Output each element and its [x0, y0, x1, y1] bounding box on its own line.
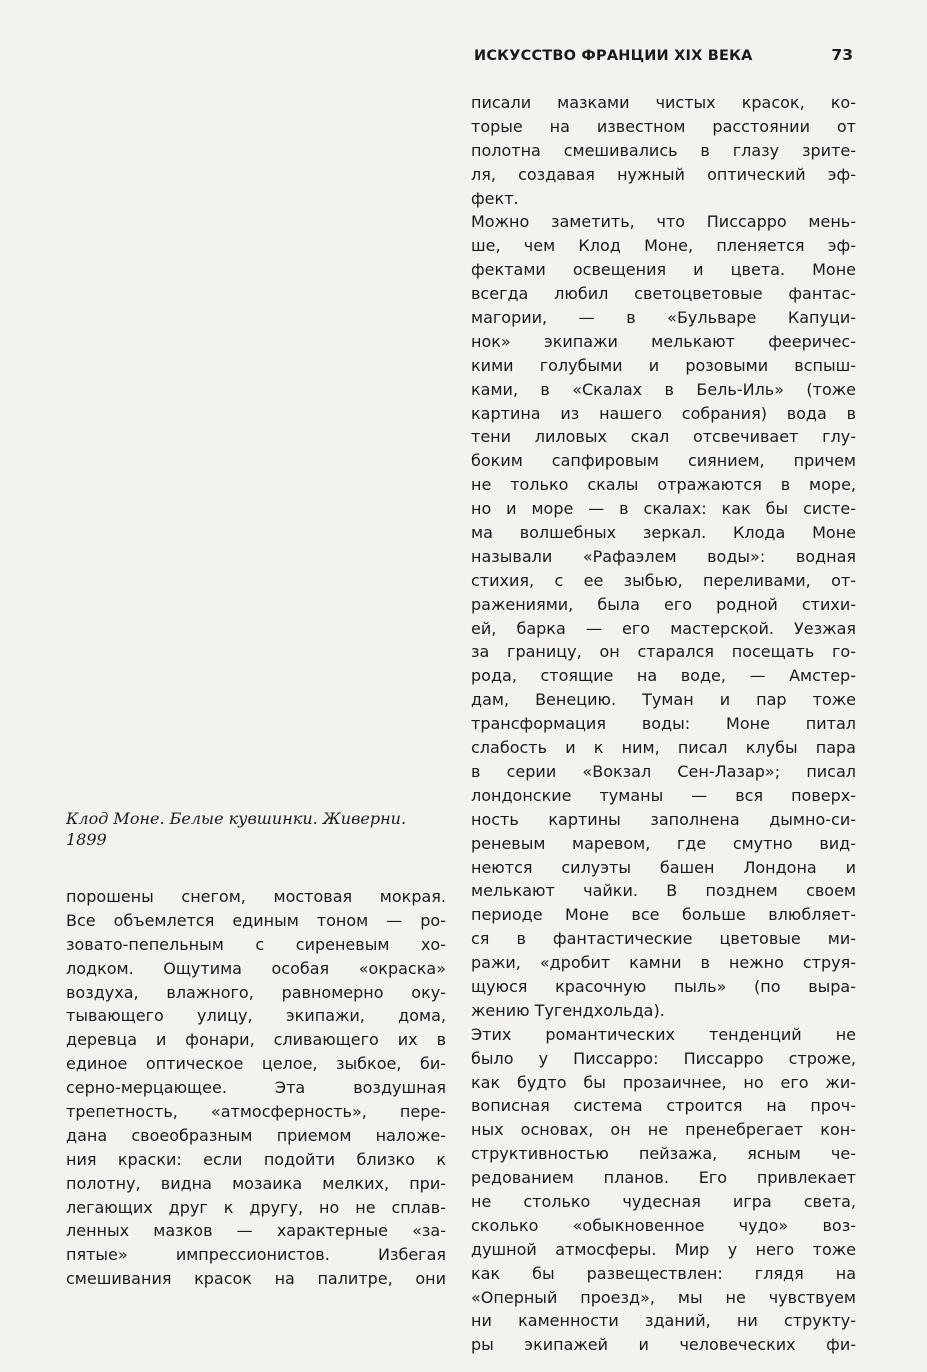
text-line: ных основах, он не пренебрегает кон-	[471, 1120, 856, 1140]
text-line: не только скалы отражаются в море,	[471, 475, 856, 495]
text-line: нок» экипажи мелькают фееричес-	[471, 331, 856, 351]
figure-caption	[66, 808, 456, 850]
text-line: смешивания красок на палитре, они	[66, 1269, 446, 1289]
text-line: реневым маревом, где смутно вид-	[471, 833, 856, 853]
page-number: 73	[831, 46, 853, 64]
page-header	[470, 46, 855, 70]
text-line: «Оперный проезд», мы не чувствуем	[471, 1287, 856, 1307]
text-line: лодком. Ощутима особая «окраска»	[66, 958, 446, 978]
text-line: жению Тугендхольда).	[471, 1000, 665, 1020]
text-line: трансформация воды: Моне питал	[471, 714, 856, 734]
text-line: называли «Рафаэлем воды»: водная	[471, 546, 856, 566]
text-line: ля, создавая нужный оптический эф-	[471, 164, 856, 184]
text-line: ше, чем Клод Моне, пленяется эф-	[471, 236, 856, 256]
text-line: в серии «Вокзал Сен-Лазар»; писал	[471, 761, 856, 781]
text-line: трепетность, «атмосферность», пере-	[66, 1102, 446, 1122]
text-line: ся в фантастические цветовые ми-	[471, 929, 856, 949]
text-line: ленных мазков — характерные «за-	[66, 1221, 446, 1241]
caption-line: 1899	[66, 830, 107, 849]
text-line: дана своеобразным приемом наложе-	[66, 1125, 446, 1145]
text-line: ни каменности зданий, ни структу-	[471, 1311, 856, 1331]
text-line: боким сапфировым сиянием, причем	[471, 451, 856, 471]
text-line: слабость и к ним, писал клубы пара	[471, 738, 856, 758]
text-line: картина из нашего собрания) вода в	[471, 403, 856, 423]
text-line: было у Писсарро: Писсарро строже,	[471, 1048, 856, 1068]
text-line: писали мазками чистых красок, ко-	[471, 93, 856, 112]
text-line: периоде Моне все больше влюбляет-	[471, 905, 856, 925]
text-line: сколько «обыкновенное чудо» воз-	[471, 1215, 856, 1235]
text-line: ражениями, была его родной стихи-	[471, 594, 856, 614]
text-line: душной атмосферы. Мир у него тоже	[471, 1239, 856, 1259]
text-line: мелькают чайки. В позднем своем	[471, 881, 856, 901]
text-line: воздуха, влажного, равномерно оку-	[66, 982, 446, 1002]
text-line: как будто бы прозаичнее, но его жи-	[471, 1072, 856, 1092]
text-line: фектами освещения и цвета. Моне	[471, 260, 856, 280]
text-line: пятые» импрессионистов. Избегая	[66, 1245, 446, 1265]
text-line: ры экипажей и человеческих фи-	[471, 1335, 856, 1355]
text-line: лондонские туманы — вся поверх-	[471, 785, 856, 805]
text-line: зовато-пепельным с сиреневым хо-	[66, 934, 446, 954]
text-line: полотна смешивались в глазу зрите-	[471, 140, 856, 160]
text-line: ма волшебных зеркал. Клода Моне	[471, 523, 856, 543]
text-line: деревца и фонари, сливающего их в	[66, 1030, 446, 1050]
text-line: вописная система строится на проч-	[471, 1096, 856, 1116]
right-text-column	[471, 91, 856, 1357]
text-line: фект.	[471, 188, 519, 208]
text-line: как бы развеществлен: глядя на	[471, 1263, 856, 1283]
text-line: порошены снегом, мостовая мокрая.	[66, 887, 446, 906]
text-line: структивностью пейзажа, ясным че-	[471, 1144, 856, 1164]
text-line: единое оптическое целое, зыбкое, би-	[66, 1054, 446, 1074]
text-line: дам, Венецию. Туман и пар тоже	[471, 690, 856, 710]
text-line: неются силуэты башен Лондона и	[471, 857, 856, 877]
text-line: легающих друг к другу, но не сплав-	[66, 1197, 446, 1217]
text-line: магории, — в «Бульваре Капуци-	[471, 308, 856, 328]
text-line: щуюся красочную пыль» (по выра-	[471, 976, 856, 996]
text-line: тывающего улицу, экипажи, дома,	[66, 1006, 446, 1026]
text-line: тени лиловых скал отсвечивает глу-	[471, 427, 856, 447]
text-line: Этих романтических тенденций не	[471, 1024, 856, 1044]
caption-line: Клод Моне. Белые кувшинки. Живерни.	[66, 809, 407, 828]
text-line: Можно заметить, что Писсарро мень-	[471, 212, 856, 232]
text-line: не столько чудесная игра света,	[471, 1191, 856, 1211]
text-line: ния краски: если подойти близко к	[66, 1149, 446, 1169]
text-line: ками, в «Скалах в Бель-Иль» (тоже	[471, 379, 856, 399]
text-line: ражи, «дробит камни в нежно струя-	[471, 953, 856, 973]
text-line: всегда любил светоцветовые фантас-	[471, 284, 856, 304]
text-line: за границу, он старался посещать го-	[471, 642, 856, 662]
text-line: торые на известном расстоянии от	[471, 116, 856, 136]
text-line: полотну, видна мозаика мелких, при-	[66, 1173, 446, 1193]
text-line: ей, барка — его мастерской. Уезжая	[471, 618, 856, 638]
text-line: рода, стоящие на воде, — Амстер-	[471, 666, 856, 686]
text-line: Все объемлется единым тоном — ро-	[66, 910, 446, 930]
text-line: стихия, с ее зыбью, переливами, от-	[471, 570, 856, 590]
text-line: ность картины заполнена дымно-си-	[471, 809, 856, 829]
text-line: кими голубыми и розовыми вспыш-	[471, 355, 856, 375]
text-line: серно-мерцающее. Эта воздушная	[66, 1078, 446, 1098]
left-text-column	[66, 885, 446, 1291]
running-title: ИСКУССТВО ФРАНЦИИ XIX ВЕКА	[474, 48, 753, 64]
text-line: но и море — в скалах: как бы систе-	[471, 499, 856, 519]
text-line: редованием планов. Его привлекает	[471, 1168, 856, 1188]
